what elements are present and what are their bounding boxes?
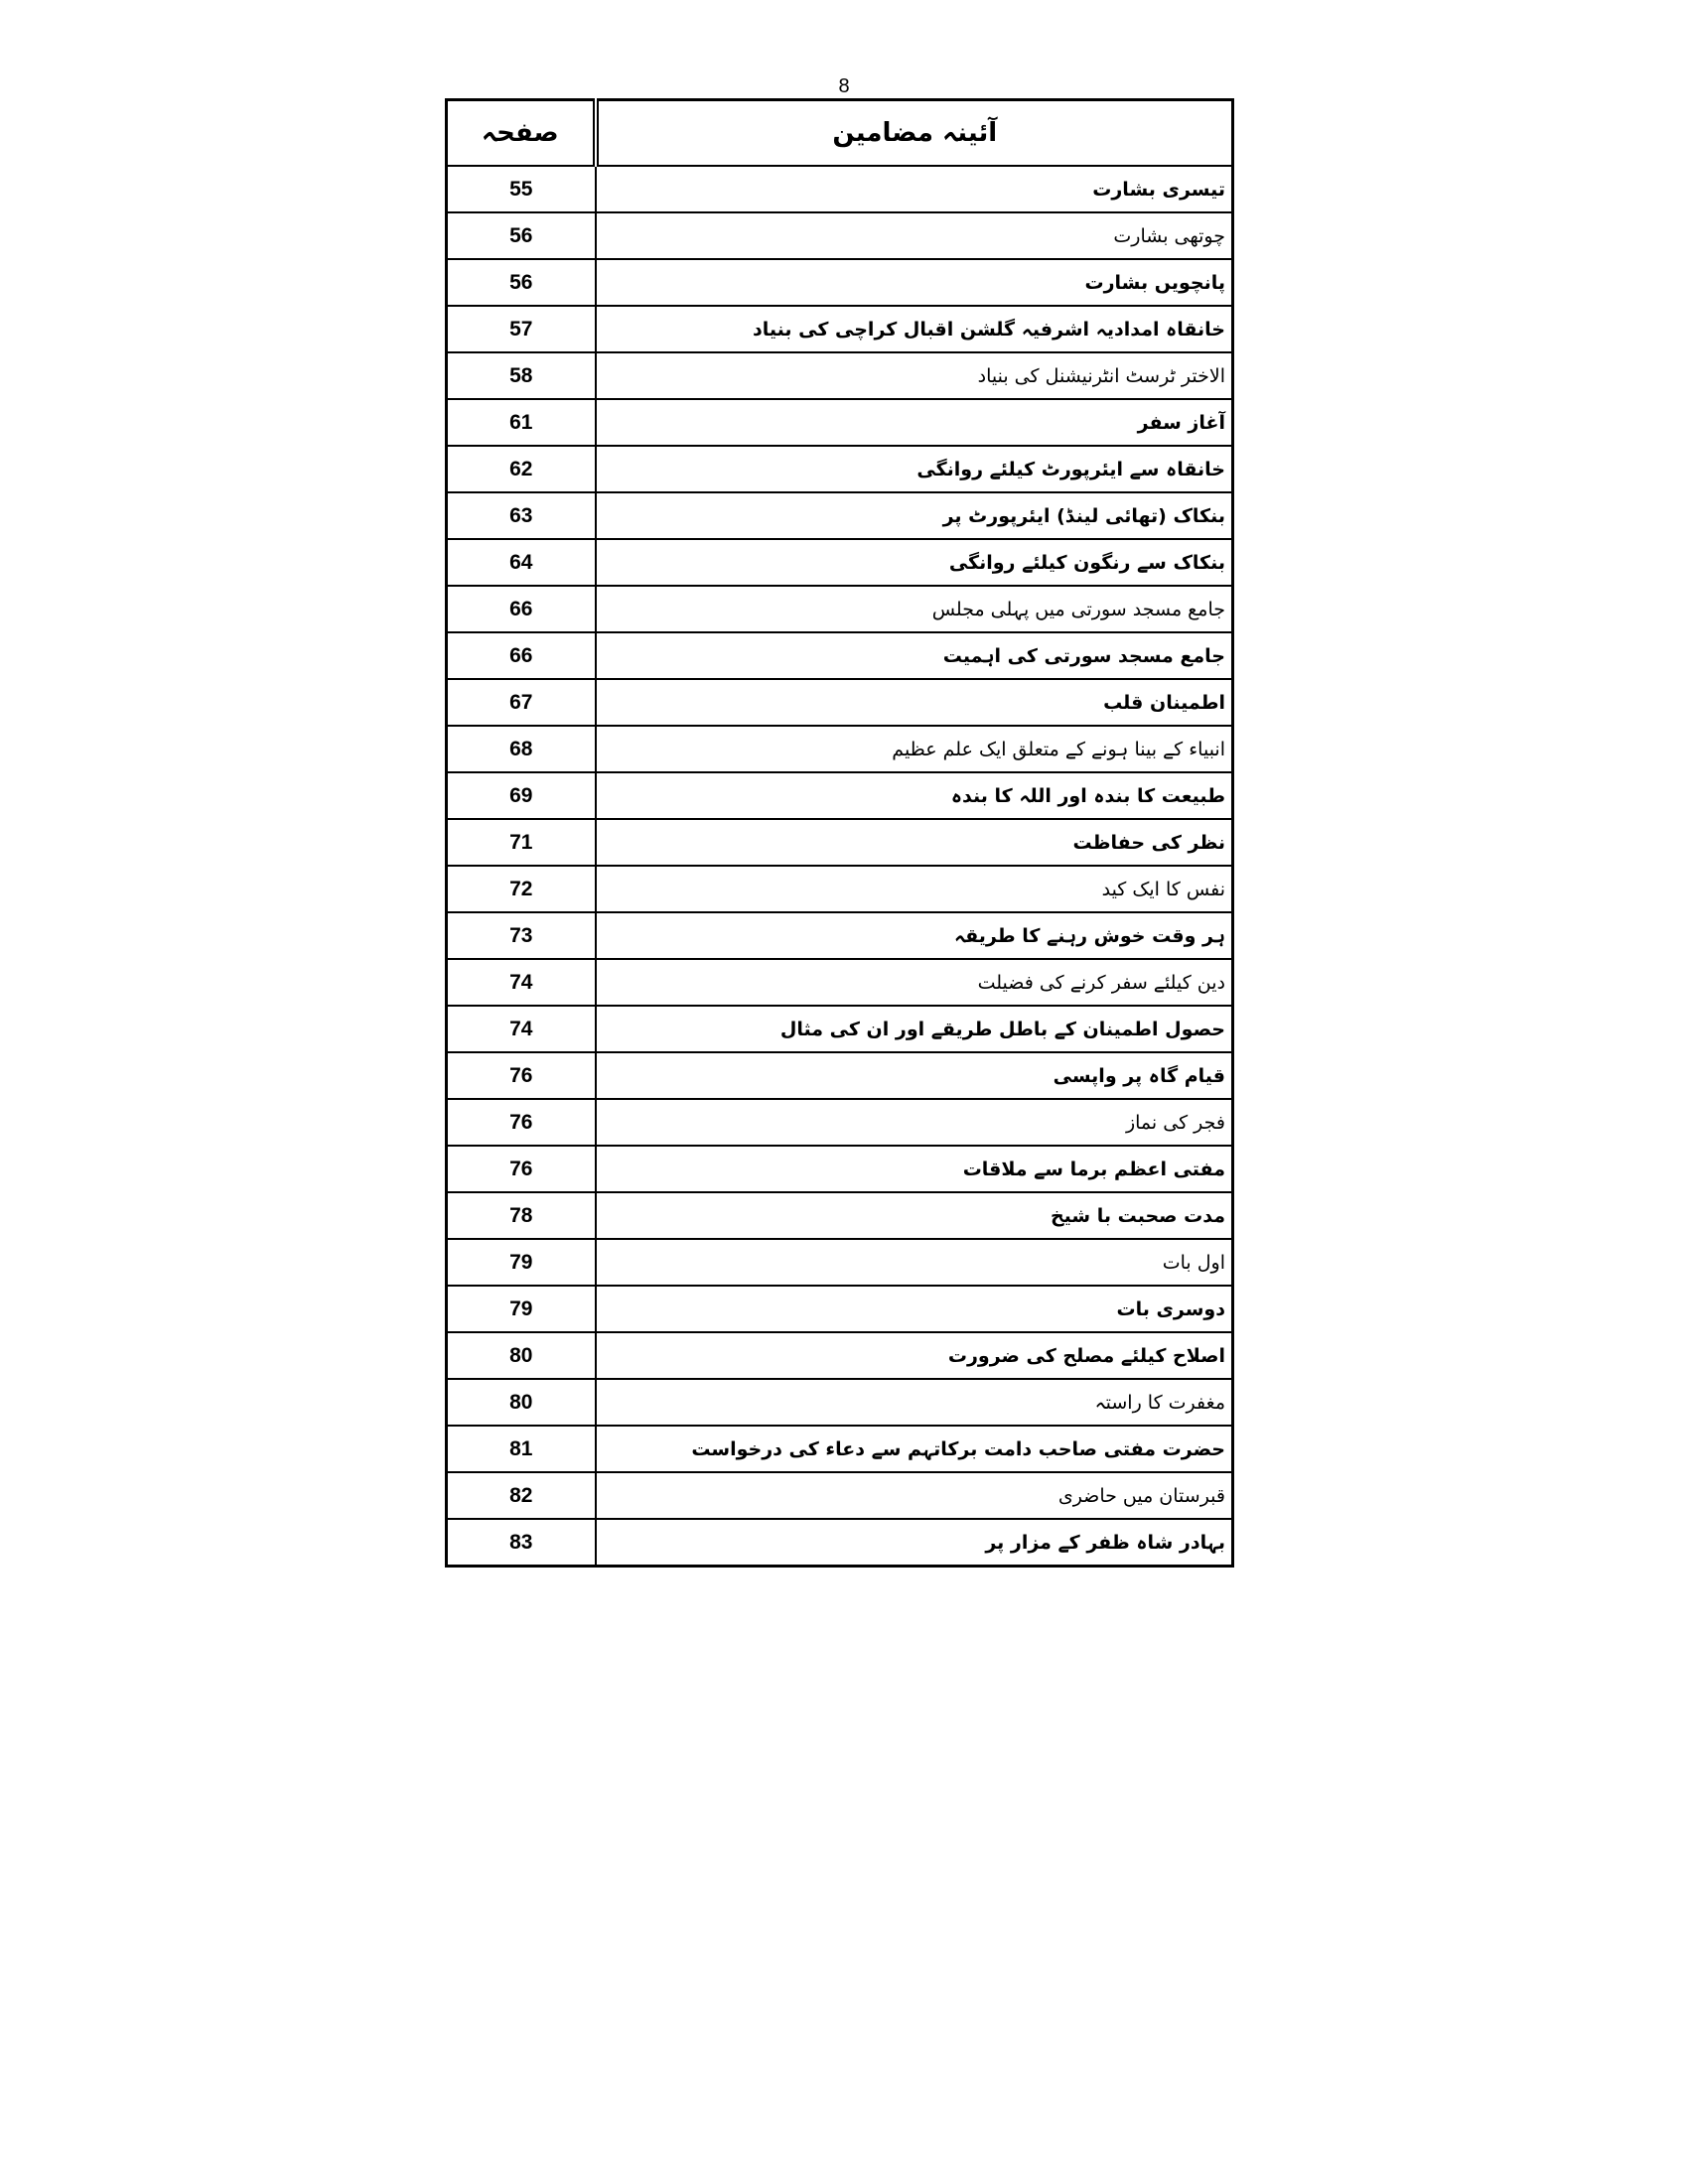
chapter-title-cell: فجر کی نماز	[596, 1099, 1233, 1146]
table-row	[447, 726, 1233, 772]
chapter-title-cell: اول بات	[596, 1239, 1233, 1286]
table-row	[447, 866, 1233, 912]
table-row	[447, 959, 1233, 1006]
chapter-title-cell: ہر وقت خوش رہنے کا طریقہ	[596, 912, 1233, 959]
table-header	[447, 100, 1233, 167]
page-number-cell: 68	[447, 726, 596, 772]
page-number-cell: 80	[447, 1379, 596, 1426]
table-row	[447, 586, 1233, 632]
table-row	[447, 819, 1233, 866]
page-column-header: صفحہ	[447, 100, 596, 167]
table-row	[447, 352, 1233, 399]
table-row	[447, 1286, 1233, 1332]
table-row	[447, 259, 1233, 306]
chapter-title-cell: مغفرت کا راستہ	[596, 1379, 1233, 1426]
page-number-cell: 78	[447, 1192, 596, 1239]
table-row	[447, 1052, 1233, 1099]
table-row	[447, 1379, 1233, 1426]
page-number-cell: 79	[447, 1286, 596, 1332]
chapter-title-cell: جامع مسجد سورتی میں پہلی مجلس	[596, 586, 1233, 632]
page-number-cell: 66	[447, 586, 596, 632]
chapter-title-cell: بنکاک سے رنگون کیلئے روانگی	[596, 539, 1233, 586]
table-row	[447, 1006, 1233, 1052]
table-row	[447, 679, 1233, 726]
chapter-title-cell: حصول اطمینان کے باطل طریقے اور ان کی مثال	[596, 1006, 1233, 1052]
chapter-title-cell: الاختر ٹرسٹ انٹرنیشنل کی بنیاد	[596, 352, 1233, 399]
table-row	[447, 539, 1233, 586]
chapter-title-cell: حضرت مفتی صاحب دامت برکاتہم سے دعاء کی درخواست	[596, 1426, 1233, 1472]
page-number-cell: 57	[447, 306, 596, 352]
chapter-title-cell: نفس کا ایک کید	[596, 866, 1233, 912]
table-row	[447, 1146, 1233, 1192]
table-row	[447, 446, 1233, 492]
chapter-title-cell: بہادر شاہ ظفر کے مزار پر	[596, 1519, 1233, 1567]
chapter-title-cell: خانقاہ سے ایئرپورٹ کیلئے روانگی	[596, 446, 1233, 492]
page-number-cell: 82	[447, 1472, 596, 1519]
chapter-title-cell: نظر کی حفاظت	[596, 819, 1233, 866]
table-row	[447, 1099, 1233, 1146]
table-row	[447, 1519, 1233, 1567]
chapter-title-cell: تیسری بشارت	[596, 166, 1233, 212]
table-row	[447, 306, 1233, 352]
page-number-cell: 72	[447, 866, 596, 912]
chapter-title-cell: آغاز سفر	[596, 399, 1233, 446]
page-number-cell: 74	[447, 959, 596, 1006]
page-number: 8	[838, 75, 850, 97]
chapter-title-cell: دوسری بات	[596, 1286, 1233, 1332]
page-number-cell: 55	[447, 166, 596, 212]
page-number-cell: 61	[447, 399, 596, 446]
chapter-title-cell: پانچویں بشارت	[596, 259, 1233, 306]
page-number-cell: 64	[447, 539, 596, 586]
page-number-cell: 83	[447, 1519, 596, 1567]
chapter-title-cell: خانقاہ امدادیہ اشرفیہ گلشن اقبال کراچی کی بنیاد	[596, 306, 1233, 352]
page-number-cell: 76	[447, 1099, 596, 1146]
chapter-title-cell: انبیاء کے بینا ہونے کے متعلق ایک علم عظیم	[596, 726, 1233, 772]
page-number-cell: 56	[447, 212, 596, 259]
page-number-cell: 63	[447, 492, 596, 539]
table-of-contents	[445, 98, 1234, 1568]
table-row	[447, 166, 1233, 212]
page-number-cell: 73	[447, 912, 596, 959]
table-row	[447, 399, 1233, 446]
page-number-cell: 71	[447, 819, 596, 866]
table-row	[447, 1239, 1233, 1286]
chapter-title-cell: مدت صحبت با شیخ	[596, 1192, 1233, 1239]
chapter-title-cell: مفتی اعظم برما سے ملاقات	[596, 1146, 1233, 1192]
chapter-title-cell: قیام گاہ پر واپسی	[596, 1052, 1233, 1099]
table-row	[447, 912, 1233, 959]
page-number-cell: 66	[447, 632, 596, 679]
page-number-cell: 67	[447, 679, 596, 726]
page-number-cell: 76	[447, 1052, 596, 1099]
page-number-cell: 62	[447, 446, 596, 492]
page-number-cell: 79	[447, 1239, 596, 1286]
table-row	[447, 772, 1233, 819]
chapter-title-cell: قبرستان میں حاضری	[596, 1472, 1233, 1519]
page-number-cell: 80	[447, 1332, 596, 1379]
chapter-title-cell: دین کیلئے سفر کرنے کی فضیلت	[596, 959, 1233, 1006]
table-body	[447, 166, 1233, 1567]
chapter-title-cell: طبیعت کا بندہ اور اللہ کا بندہ	[596, 772, 1233, 819]
title-column-header: آئینہ مضامین	[596, 100, 1233, 167]
chapter-title-cell: اصلاح کیلئے مصلح کی ضرورت	[596, 1332, 1233, 1379]
page-number-cell: 69	[447, 772, 596, 819]
chapter-title-cell: اطمینان قلب	[596, 679, 1233, 726]
table-row	[447, 632, 1233, 679]
page-number-cell: 56	[447, 259, 596, 306]
table-row	[447, 492, 1233, 539]
table-row	[447, 1472, 1233, 1519]
page-number-cell: 76	[447, 1146, 596, 1192]
chapter-title-cell: جامع مسجد سورتی کی اہمیت	[596, 632, 1233, 679]
chapter-title-cell: بنکاک (تھائی لینڈ) ایئرپورٹ پر	[596, 492, 1233, 539]
table-row	[447, 1332, 1233, 1379]
page-number-cell: 58	[447, 352, 596, 399]
page-number-cell: 81	[447, 1426, 596, 1472]
table-row	[447, 1192, 1233, 1239]
chapter-title-cell: چوتھی بشارت	[596, 212, 1233, 259]
page-number-cell: 74	[447, 1006, 596, 1052]
table-row	[447, 212, 1233, 259]
table-row	[447, 1426, 1233, 1472]
